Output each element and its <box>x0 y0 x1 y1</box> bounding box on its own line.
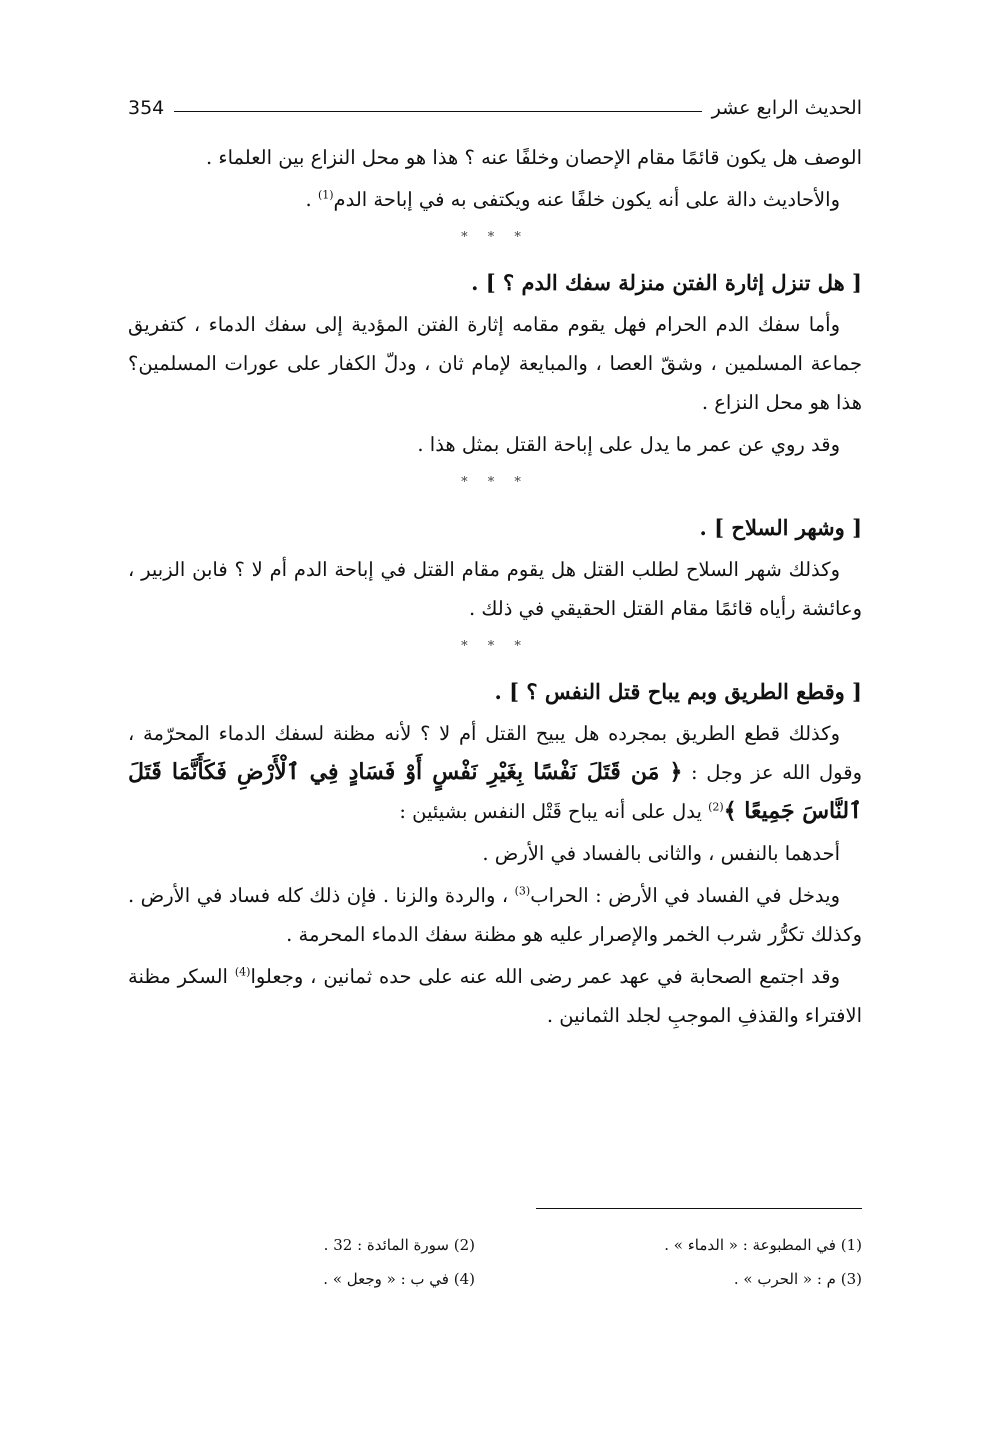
footnote-ref: (4) <box>234 965 251 979</box>
section-separator: * * * <box>461 230 529 245</box>
section-separator: * * * <box>461 639 529 654</box>
footnote-rule <box>536 1208 862 1209</box>
running-head: الحديث الرابع عشر <box>711 97 862 119</box>
page-header <box>128 80 862 120</box>
paragraph-text: وكذلك شهر السلاح لطلب القتل هل يقوم مقام القتل في إباحة الدم أم لا ؟ فابن الزبير ، وعائشة رأياه قائمًا مقام القتل الحقيقي في ذلك . <box>128 558 862 620</box>
paragraph-text: وأما سفك الدم الحرام فهل يقوم مقامه إثارة الفتن المؤدية إلى سفك الدماء ، كتفريق جماعة المسلمين ، وشقّ العصا ، والمبايعة لإمام ثان ، ودلّ الكفار على عورات المسلمين؟ هذا هو محل النزاع . <box>128 313 862 414</box>
paragraph <box>128 305 862 422</box>
paragraph-text: يدل على أنه يباح قَتْل النفس بشيئين : <box>399 800 709 823</box>
quran-verse: ﴿ مَن قَتَلَ نَفْسًا بِغَيْرِ نَفْسٍ أَوْ فَسَادٍ فِي ٱلْأَرْضِ فَكَأَنَّمَا قَتَلَ ٱلنَّاسَ جَمِيعًا ﴾ <box>128 759 862 824</box>
footnote-ref: (2) <box>708 800 724 814</box>
section-heading: [ وشهر السلاح ] . <box>699 515 862 540</box>
paragraph <box>128 714 862 831</box>
footnote: (4) في ب : « وجعل » . <box>323 1270 475 1288</box>
page-body <box>128 138 862 1038</box>
paragraph <box>128 550 862 628</box>
section-heading: [ وقطع الطريق وبم يباح قتل النفس ؟ ] . <box>494 679 862 704</box>
paragraph-text: السكر مظنة الافتراء والقذفِ الموجبِ لجلد الثمانين . <box>128 965 862 1027</box>
paragraph-text: أحدهما بالنفس ، والثانى بالفساد في الأرض . <box>482 842 840 865</box>
footnote: (3) م : « الحرب » . <box>733 1270 862 1288</box>
paragraph <box>128 957 862 1035</box>
footnote-ref: (1) <box>317 188 334 202</box>
section-separator: * * * <box>461 475 529 490</box>
paragraph-text: وقد روي عن عمر ما يدل على إباحة القتل بمثل هذا . <box>417 433 840 456</box>
section-heading: [ هل تنزل إثارة الفتن منزلة سفك الدم ؟ ] . <box>471 270 862 295</box>
header-rule <box>174 111 701 112</box>
page-number: 354 <box>128 97 165 119</box>
paragraph-text: وقد اجتمع الصحابة في عهد عمر رضى الله عنه على حده ثمانين ، وجعلوا <box>250 965 840 988</box>
paragraph-text: الوصف هل يكون قائمًا مقام الإحصان وخلفًا عنه ؟ هذا هو محل النزاع بين العلماء . <box>206 146 862 169</box>
paragraph-text: والأحاديث دالة على أنه يكون خلفًا عنه ويكتفى به في إباحة الدم <box>333 188 840 211</box>
paragraph-text: ، والردة والزنا . فإن ذلك كله فساد في الأرض . وكذلك تكرُّر شرب الخمر والإصرار عليه هو مظنة سفك الدماء المحرمة . <box>128 884 862 946</box>
paragraph-text: ويدخل في الفساد في الأرض : الحراب <box>530 884 840 907</box>
paragraph <box>128 180 862 219</box>
paragraph <box>128 425 862 464</box>
footnote: (2) سورة المائدة : 32 . <box>323 1236 475 1254</box>
footnote: (1) في المطبوعة : « الدماء » . <box>664 1236 862 1254</box>
footnotes <box>128 1228 862 1296</box>
paragraph <box>128 876 862 954</box>
paragraph-text: وكذلك قطع الطريق بمجرده هل يبيح القتل أم لا ؟ لأنه مظنة لسفك الدماء المحرّمة ، وقول الله عز وجل : <box>128 722 862 784</box>
paragraph <box>128 138 862 177</box>
footnote-ref: (3) <box>514 884 531 898</box>
paragraph <box>128 834 862 873</box>
paragraph-text: . <box>305 188 318 211</box>
